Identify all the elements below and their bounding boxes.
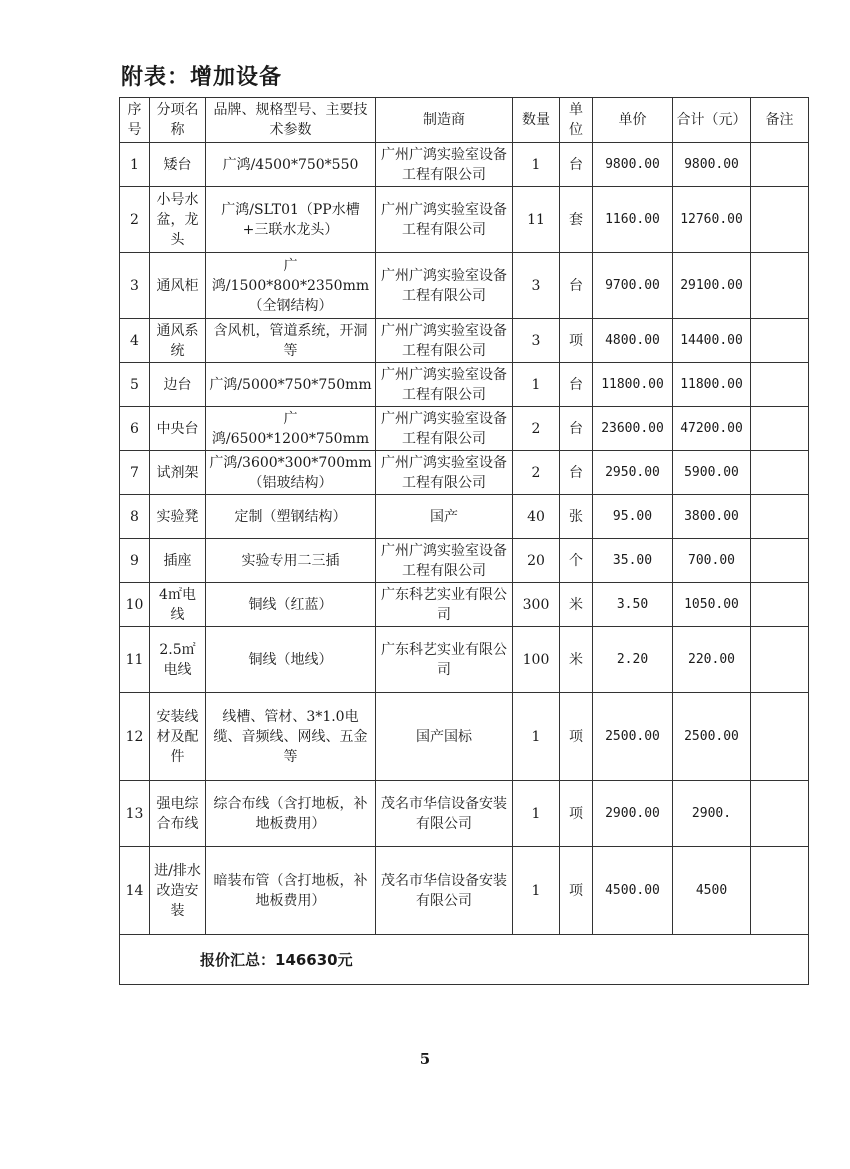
item-spec: 广鸿/5000*750*750mm [206, 363, 376, 407]
item-total: 220.00 [673, 627, 751, 693]
row-number: 6 [120, 407, 150, 451]
item-note [751, 407, 809, 451]
table-row [120, 495, 809, 539]
item-maker: 广州广鸿实验室设备工程有限公司 [376, 363, 513, 407]
item-qty: 11 [513, 187, 560, 253]
table-row [120, 143, 809, 187]
row-number: 8 [120, 495, 150, 539]
item-unit: 米 [560, 627, 593, 693]
item-price: 11800.00 [593, 363, 673, 407]
item-price: 35.00 [593, 539, 673, 583]
item-unit: 台 [560, 143, 593, 187]
item-qty: 2 [513, 451, 560, 495]
item-name: 通风柜 [150, 253, 206, 319]
item-spec: 铜线（地线） [206, 627, 376, 693]
item-total: 11800.00 [673, 363, 751, 407]
table-row [120, 319, 809, 363]
item-note [751, 495, 809, 539]
item-maker: 广州广鸿实验室设备工程有限公司 [376, 143, 513, 187]
header-unit: 单位 [560, 98, 593, 143]
table-row [120, 451, 809, 495]
item-price: 2900.00 [593, 781, 673, 847]
item-spec: 实验专用二三插 [206, 539, 376, 583]
item-spec: 广鸿/SLT01（PP水槽+三联水龙头） [206, 187, 376, 253]
item-name: 4㎡电线 [150, 583, 206, 627]
table-row [120, 539, 809, 583]
item-total: 29100.00 [673, 253, 751, 319]
item-total: 700.00 [673, 539, 751, 583]
item-name: 进/排水改造安装 [150, 847, 206, 935]
item-name: 插座 [150, 539, 206, 583]
item-price: 2500.00 [593, 693, 673, 781]
row-number: 4 [120, 319, 150, 363]
row-number: 1 [120, 143, 150, 187]
item-spec: 广鸿/1500*800*2350mm（全钢结构） [206, 253, 376, 319]
item-name: 试剂架 [150, 451, 206, 495]
header-price: 单价 [593, 98, 673, 143]
header-spec: 品牌、规格型号、主要技术参数 [206, 98, 376, 143]
row-number: 12 [120, 693, 150, 781]
item-total: 2500.00 [673, 693, 751, 781]
item-spec: 广鸿/6500*1200*750mm [206, 407, 376, 451]
item-maker: 茂名市华信设备安装有限公司 [376, 847, 513, 935]
item-maker: 广州广鸿实验室设备工程有限公司 [376, 187, 513, 253]
item-total: 4500 [673, 847, 751, 935]
item-spec: 定制（塑钢结构） [206, 495, 376, 539]
item-name: 实验凳 [150, 495, 206, 539]
item-price: 9800.00 [593, 143, 673, 187]
item-name: 边台 [150, 363, 206, 407]
header-qty: 数量 [513, 98, 560, 143]
table-row [120, 847, 809, 935]
row-number: 3 [120, 253, 150, 319]
item-note [751, 187, 809, 253]
item-maker: 国产国标 [376, 693, 513, 781]
item-maker: 国产 [376, 495, 513, 539]
item-spec: 线槽、管材、3*1.0电缆、音频线、网线、五金等 [206, 693, 376, 781]
item-maker: 广州广鸿实验室设备工程有限公司 [376, 319, 513, 363]
row-number: 7 [120, 451, 150, 495]
item-qty: 1 [513, 363, 560, 407]
item-spec: 铜线（红蓝） [206, 583, 376, 627]
item-note [751, 847, 809, 935]
item-qty: 20 [513, 539, 560, 583]
row-number: 14 [120, 847, 150, 935]
item-note [751, 363, 809, 407]
item-qty: 300 [513, 583, 560, 627]
item-price: 23600.00 [593, 407, 673, 451]
item-total: 14400.00 [673, 319, 751, 363]
row-number: 2 [120, 187, 150, 253]
item-maker: 广州广鸿实验室设备工程有限公司 [376, 253, 513, 319]
item-unit: 个 [560, 539, 593, 583]
equipment-table [119, 97, 809, 985]
item-maker: 广东科艺实业有限公司 [376, 583, 513, 627]
item-qty: 3 [513, 253, 560, 319]
item-unit: 套 [560, 187, 593, 253]
item-note [751, 143, 809, 187]
item-qty: 1 [513, 847, 560, 935]
item-unit: 台 [560, 451, 593, 495]
header-name: 分项名称 [150, 98, 206, 143]
item-qty: 100 [513, 627, 560, 693]
item-price: 4800.00 [593, 319, 673, 363]
item-price: 9700.00 [593, 253, 673, 319]
item-note [751, 627, 809, 693]
header-no: 序号 [120, 98, 150, 143]
item-price: 4500.00 [593, 847, 673, 935]
header-note: 备注 [751, 98, 809, 143]
item-maker: 广东科艺实业有限公司 [376, 627, 513, 693]
item-note [751, 253, 809, 319]
item-unit: 米 [560, 583, 593, 627]
row-number: 13 [120, 781, 150, 847]
row-number: 5 [120, 363, 150, 407]
item-spec: 综合布线（含打地板，补地板费用） [206, 781, 376, 847]
item-qty: 40 [513, 495, 560, 539]
table-row [120, 407, 809, 451]
table-row [120, 781, 809, 847]
item-unit: 项 [560, 781, 593, 847]
item-price: 95.00 [593, 495, 673, 539]
item-maker: 广州广鸿实验室设备工程有限公司 [376, 539, 513, 583]
item-unit: 项 [560, 319, 593, 363]
row-number: 10 [120, 583, 150, 627]
item-note [751, 539, 809, 583]
item-total: 12760.00 [673, 187, 751, 253]
page-number: 5 [419, 1050, 431, 1068]
item-maker: 茂名市华信设备安装有限公司 [376, 781, 513, 847]
table-row [120, 187, 809, 253]
item-unit: 台 [560, 363, 593, 407]
table-header-row [120, 98, 809, 143]
item-qty: 2 [513, 407, 560, 451]
item-qty: 3 [513, 319, 560, 363]
item-spec: 广鸿/4500*750*550 [206, 143, 376, 187]
document-title: 附表：增加设备 [121, 65, 283, 90]
item-note [751, 781, 809, 847]
table-row [120, 253, 809, 319]
table-row [120, 583, 809, 627]
item-unit: 张 [560, 495, 593, 539]
item-qty: 1 [513, 693, 560, 781]
item-spec: 广鸿/3600*300*700mm（铝玻结构） [206, 451, 376, 495]
item-total: 47200.00 [673, 407, 751, 451]
item-total: 5900.00 [673, 451, 751, 495]
item-name: 2.5㎡电线 [150, 627, 206, 693]
item-total: 2900. [673, 781, 751, 847]
item-spec: 暗装布管（含打地板，补地板费用） [206, 847, 376, 935]
item-name: 通风系统 [150, 319, 206, 363]
item-maker: 广州广鸿实验室设备工程有限公司 [376, 407, 513, 451]
item-name: 中央台 [150, 407, 206, 451]
table-row [120, 363, 809, 407]
item-note [751, 693, 809, 781]
item-name: 矮台 [150, 143, 206, 187]
item-total: 3800.00 [673, 495, 751, 539]
item-spec: 含风机，管道系统，开洞等 [206, 319, 376, 363]
item-name: 强电综合布线 [150, 781, 206, 847]
item-note [751, 583, 809, 627]
item-unit: 项 [560, 847, 593, 935]
header-maker: 制造商 [376, 98, 513, 143]
row-number: 9 [120, 539, 150, 583]
item-unit: 台 [560, 253, 593, 319]
item-qty: 1 [513, 781, 560, 847]
item-maker: 广州广鸿实验室设备工程有限公司 [376, 451, 513, 495]
row-number: 11 [120, 627, 150, 693]
item-price: 2.20 [593, 627, 673, 693]
item-total: 1050.00 [673, 583, 751, 627]
table-row [120, 627, 809, 693]
summary-total: 报价汇总：146630元 [120, 935, 809, 985]
item-price: 2950.00 [593, 451, 673, 495]
item-unit: 项 [560, 693, 593, 781]
header-total: 合计（元） [673, 98, 751, 143]
item-price: 1160.00 [593, 187, 673, 253]
item-unit: 台 [560, 407, 593, 451]
item-name: 安装线材及配件 [150, 693, 206, 781]
item-name: 小号水盆，龙头 [150, 187, 206, 253]
table-row [120, 693, 809, 781]
item-note [751, 319, 809, 363]
item-qty: 1 [513, 143, 560, 187]
item-price: 3.50 [593, 583, 673, 627]
item-total: 9800.00 [673, 143, 751, 187]
item-note [751, 451, 809, 495]
summary-row [120, 935, 809, 985]
